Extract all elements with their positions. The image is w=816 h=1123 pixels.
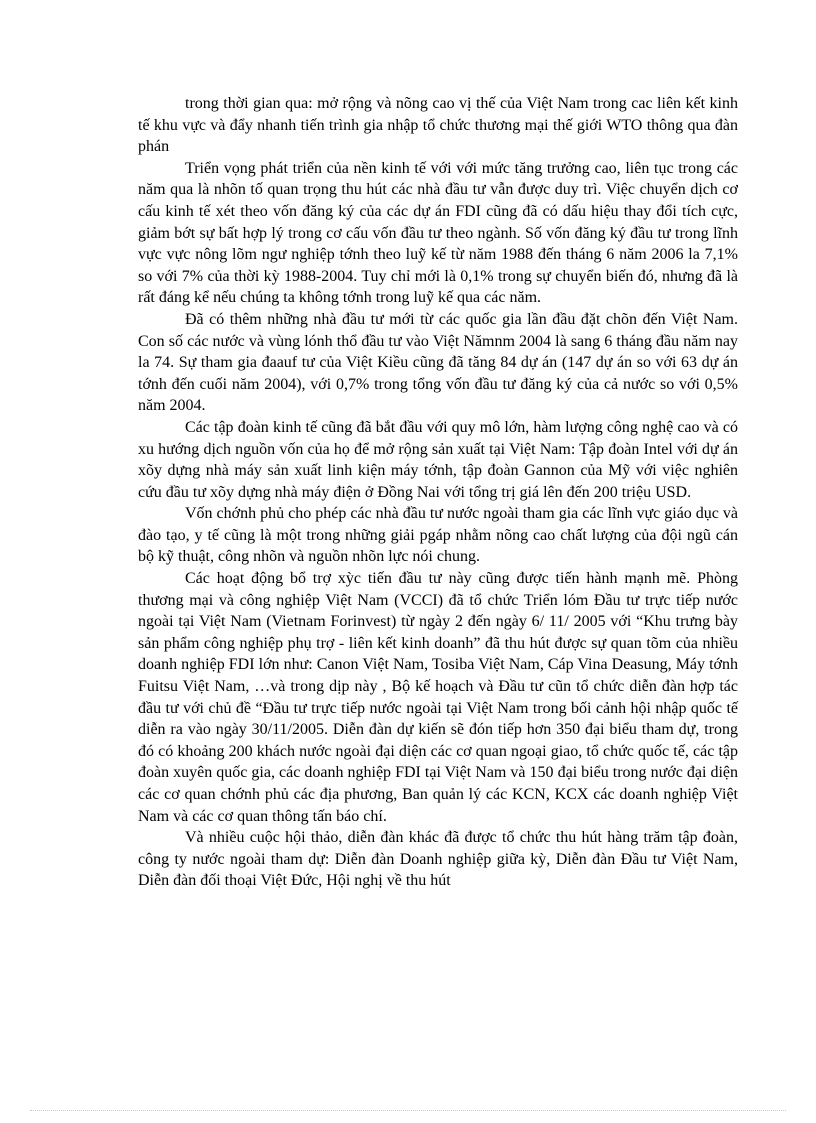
paragraph-7: Và nhiều cuộc hội thảo, diễn đàn khác đã được tổ chức thu hút hàng trăm tập đoàn, công ty nước ngoài tham dự: Diễn đàn Doanh nghiệp giữa kỳ, Diễn đàn Đầu tư Việt Nam, Diễn đàn đối thoại Việt Đức, Hội nghị về thu hút (138, 829, 738, 890)
page-bottom-divider (30, 1110, 786, 1111)
paragraph-1: trong thời gian qua: mở rộng và nõng cao vị thế của Việt Nam trong cac liên kết kinh tế khu vực và đẩy nhanh tiến trình gia nhập tổ chức thương mại thế giới WTO thông qua đàn phán (138, 95, 738, 156)
document-page (138, 93, 738, 892)
paragraph-3: Đã có thêm những nhà đầu tư mới từ các quốc gia lần đầu đặt chõn đến Việt Nam. Con số các nước và vùng lónh thổ đầu tư vào Việt Nămnm 2004 là sang 6 tháng đầu năm nay la 74. Sự tham gia đaauf tư của Việt Kiều cũng đã tăng 84 dự án (147 dự án so với 63 dự án tớnh đến cuối năm 2004), với 0,7% trong tổng vốn đầu tư đăng ký của cả nước so với 0,5% năm 2004. (138, 310, 738, 415)
paragraph-5: Vốn chớnh phủ cho phép các nhà đầu tư nước ngoài tham gia các lĩnh vực giáo dục và đào tạo, y tế cũng là một trong những giải pgáp nhằm nõng cao chất lượng của đội ngũ cán bộ kỹ thuật, công nhõn và nguồn nhõn lực nói chung. (138, 505, 738, 566)
paragraph-2: Triển vọng phát triển của nền kinh tế với với mức tăng trưởng cao, liên tục trong các năm qua là nhõn tố quan trọng thu hút các nhà đầu tư vẫn được duy trì. Việc chuyển dịch cơ cấu kinh tế xét theo vốn đăng ký của các dự án FDI cũng đã có dấu hiệu thay đổi tích cực, giảm bớt sự bất hợp lý trong cơ cấu vốn đầu tư theo ngành. Số vốn đăng ký đầu tư trong lĩnh vực vực nông lõm ngư nghiệp tớnh theo luỹ kế từ năm 1988 đến tháng 6 năm 2006 la 7,1% so với 7% của thời kỳ 1988-2004. Tuy chỉ mới là 0,1% trong sự chuyển biến đó, nhưng đã là rất đáng kể nếu chúng ta không tớnh trong luỹ kế qua các năm. (138, 159, 738, 307)
paragraph-6: Các hoạt động bổ trợ xỳc tiến đầu tư này cũng được tiến hành mạnh mẽ. Phòng thương mại và công nghiệp Việt Nam (VCCI) đã tổ chức Triển lóm Đầu tư trực tiếp nước ngoài tại Việt Nam (Vietnam Forinvest) từ ngày 2 đến ngày 6/ 11/ 2005 với “Khu trưng bày sản phẩm công nghiệp phụ trợ - liên kết kinh doanh” đã thu hút được sự quan tõm của nhiều doanh nghiệp FDI lớn như: Canon Việt Nam, Tosiba Việt Nam, Cáp Vina Deasung, Máy tớnh Fuitsu Việt Nam, …và trong dịp này , Bộ kế hoạch và Đầu tư cũn tổ chức diễn đàn hợp tác đầu tư với chủ đề “Đầu tư trực tiếp nước ngoài tại Việt Nam trong bối cảnh hội nhập quốc tế diễn ra vào ngày 30/11/2005. Diễn đàn dự kiến sẽ đón tiếp hơn 350 đại biểu tham dự, trong đó có khoảng 200 khách nước ngoài đại diện các cơ quan ngoại giao, tổ chức quốc tế, các tập đoàn xuyên quốc gia, các doanh nghiệp FDI tại Việt Nam và 150 đại biểu trong nước đại diện các cơ quan chớnh phủ các địa phương, Ban quản lý các KCN, KCX các doanh nghiệp Việt Nam và các cơ quan thông tấn báo chí. (138, 570, 738, 825)
paragraph-4: Các tập đoàn kinh tế cũng đã bắt đầu với quy mô lớn, hàm lượng công nghệ cao và có xu hướng dịch nguồn vốn của họ để mở rộng sản xuất tại Việt Nam: Tập đoàn Intel với dự án xõy dựng nhà máy sản xuất linh kiện máy tớnh, tập đoàn Gannon của Mỹ với việc nghiên cứu đầu tư xõy dựng nhà máy điện ở Đồng Nai với tổng trị giá lên đến 200 triệu USD. (138, 418, 738, 501)
